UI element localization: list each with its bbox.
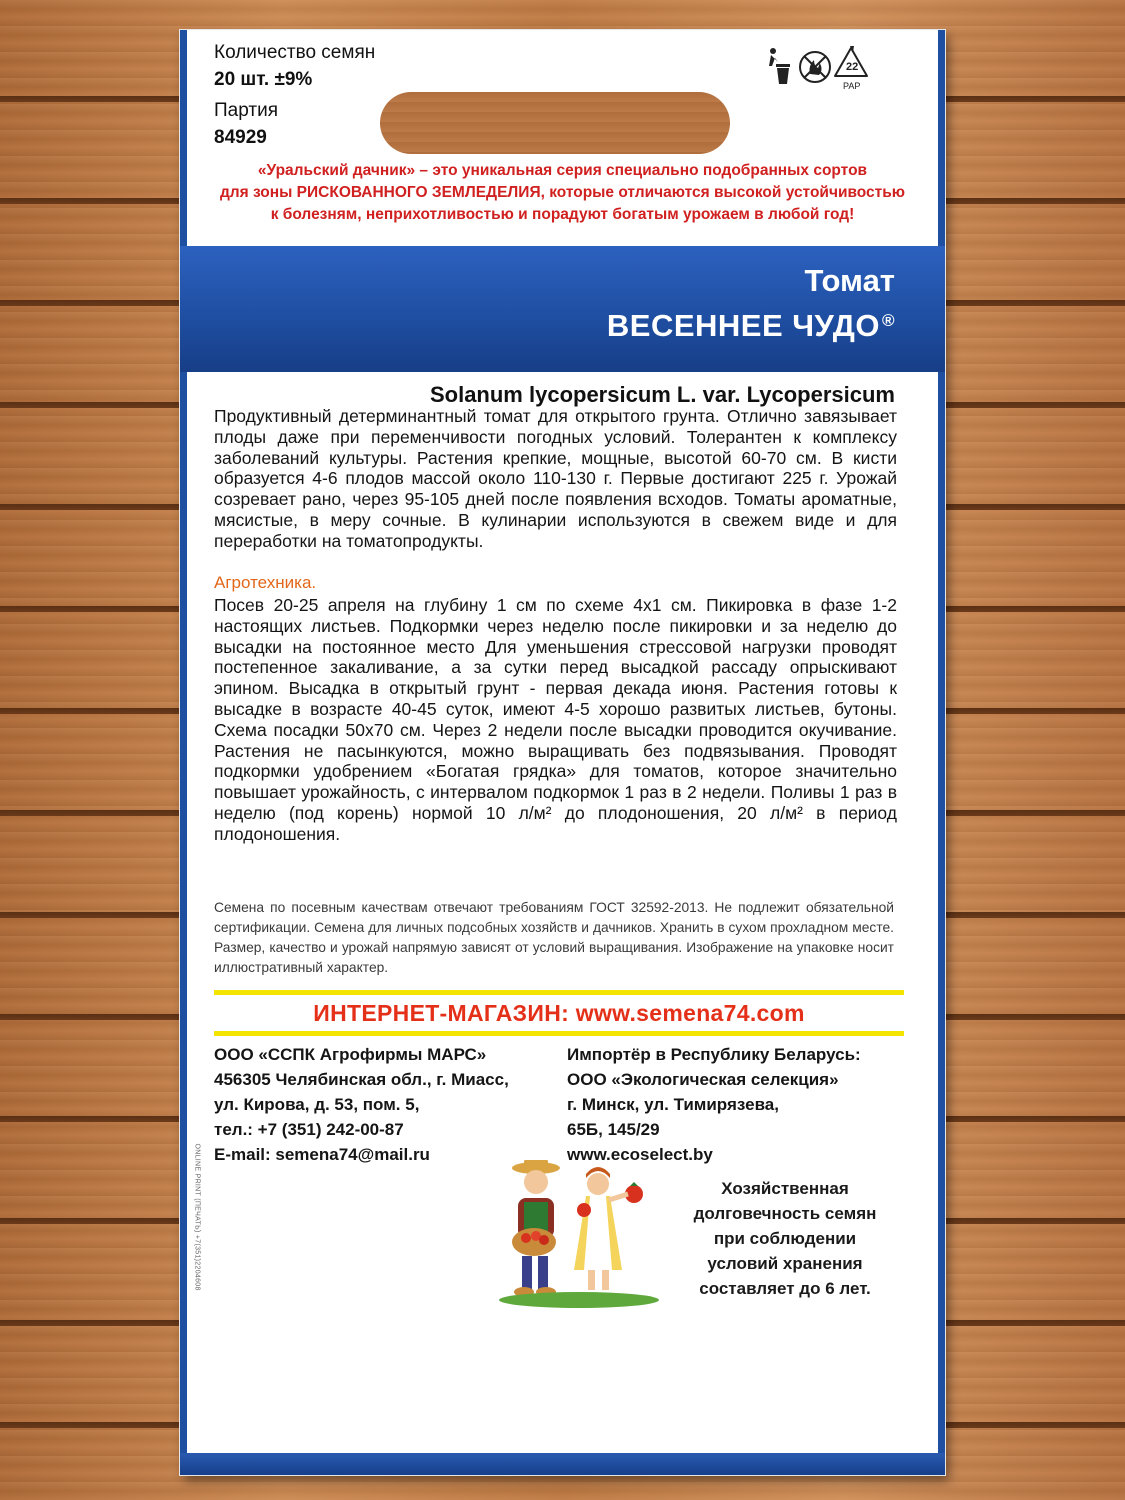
promo-text xyxy=(200,160,925,226)
seed-count-label: Количество семян xyxy=(214,42,376,63)
online-shop-link[interactable]: ИНТЕРНЕТ-МАГАЗИН: www.semena74.com xyxy=(313,999,805,1026)
svg-text:PAP: PAP xyxy=(843,81,861,91)
trash-bin-person-icon xyxy=(769,48,790,84)
shelf-life-line: Хозяйственная xyxy=(721,1179,849,1198)
shelf-life-line: составляет до 6 лет. xyxy=(699,1279,871,1298)
promo-line: «Уральский дачник» – это уникальная серия специально подобранных сортов xyxy=(257,162,868,179)
eco-icons xyxy=(764,42,874,94)
producer-contacts xyxy=(214,1042,554,1167)
importer-site: www.ecoselect.by xyxy=(567,1145,713,1164)
product-name: ВЕСЕННЕЕ ЧУДО xyxy=(606,308,880,343)
importer-address: 65Б, 145/29 xyxy=(567,1120,660,1139)
product-kind: Томат xyxy=(804,263,895,298)
importer-contacts xyxy=(567,1042,907,1167)
recycle-22-pap-icon xyxy=(835,46,867,91)
batch-label: Партия xyxy=(214,100,278,121)
no-burn-icon xyxy=(800,52,830,82)
producer-email: E-mail: semena74@mail.ru xyxy=(214,1145,430,1164)
batch-value: 84929 xyxy=(214,127,267,148)
grass-ground xyxy=(499,1292,659,1308)
seed-info xyxy=(214,40,375,152)
product-name-line xyxy=(180,300,895,347)
svg-text:22: 22 xyxy=(846,61,859,73)
farmer-man-figure xyxy=(512,1160,560,1297)
promo-line: для зоны РИСКОВАННОГО ЗЕМЛЕДЕЛИЯ, которые отличаются высокой устойчивостью xyxy=(219,184,906,201)
agrotech-heading: Агротехника. xyxy=(214,573,317,592)
seed-count-value: 20 шт. ±9% xyxy=(214,69,313,90)
legal-notice: Семена по посевным качествам отвечают требованиям ГОСТ 32592-2013. Не подлежит обязательной сертификации. Семена для личных подсобных хозяйств и дачников. Хранить в сухом прохладном месте. Размер, качество и урожай напрямую зависят от условий выращивания. Изображение на упаковке носит иллюстративный характер. xyxy=(214,900,894,975)
printer-note: ONLINE PRINT (ПЕЧАТЬ) +7(351)2204608 xyxy=(193,1143,201,1291)
producer-address: ул. Кирова, д. 53, пом. 5, xyxy=(214,1095,420,1114)
shelf-life-line: условий хранения xyxy=(707,1254,863,1273)
shelf-life-note xyxy=(660,1176,910,1301)
trademark-mark: ® xyxy=(881,311,895,330)
shelf-life-line: долговечность семян xyxy=(693,1204,877,1223)
online-shop-banner xyxy=(214,990,904,1036)
latin-name: Solanum lycopersicum L. var. Lycopersicum xyxy=(429,382,895,407)
packet-blue-bottom xyxy=(180,1453,945,1475)
hang-hole xyxy=(380,92,730,154)
shelf-life-line: при соблюдении xyxy=(713,1229,857,1248)
product-title-band xyxy=(180,246,945,372)
farmer-mascots-illustration xyxy=(494,1160,664,1310)
seed-packet-back xyxy=(180,30,945,1475)
producer-address: 456305 Челябинская обл., г. Миасс, xyxy=(214,1070,509,1089)
agrotech-text: Посев 20-25 апреля на глубину 1 см по схеме 4х1 см. Пикировка в фазе 1-2 настоящих листьев. Подкормки через неделю после пикировки и за неделю до высадки на постоянное место Для уменьшения стрессовой нагрузки проводят постепенное закаливание, а за сутки перед высадкой рассаду опрыскивают эпином. Высадка в открытый грунт - первая декада июня. Растения готовы к высадке в возрасте 40-45 суток, имеют 4-5 хорошо развитых листьев, бутоны. Схема посадки 50х70 см. Через 2 недели после высадки проводится окучивание. Растения не пасынкуются, можно выращивать без подвязывания. Проводят подкормки удобрением «Богатая грядка» для томатов, которое значительно повышает урожайность, с интервалом подкормок 1 раз в 2 недели. Поливы 1 раз в неделю (под корень) нормой 10 л/м² до плодоношения, 20 л/м² в период плодоношения. xyxy=(214,595,897,844)
farmer-woman-figure xyxy=(574,1167,643,1290)
producer-company: ООО «ССПК Агрофирмы МАРС» xyxy=(214,1045,487,1064)
importer-company: ООО «Экологическая селекция» xyxy=(567,1070,839,1089)
importer-address: г. Минск, ул. Тимирязева, xyxy=(567,1095,779,1114)
importer-title: Импортёр в Республику Беларусь: xyxy=(567,1045,861,1064)
variety-description: Продуктивный детерминантный томат для открытого грунта. Отлично завязывает плоды даже при переменчивости погодных условий. Толерантен к комплексу заболеваний культуры. Растения крепкие, мощные, высотой 60-70 см. В кисти образуется 4-6 плодов массой около 110-130 г. Первые достигают 225 г. Урожай созревает рано, через 95-105 дней после появления всходов. Томаты ароматные, мясистые, в меру сочные. В кулинарии используются в свежем виде и для переработки на томатопродукты. xyxy=(214,406,897,551)
promo-line: к болезням, неприхотливостью и порадуют богатым урожаем в любой год! xyxy=(270,206,855,223)
producer-phone: тел.: +7 (351) 242-00-87 xyxy=(214,1120,404,1139)
